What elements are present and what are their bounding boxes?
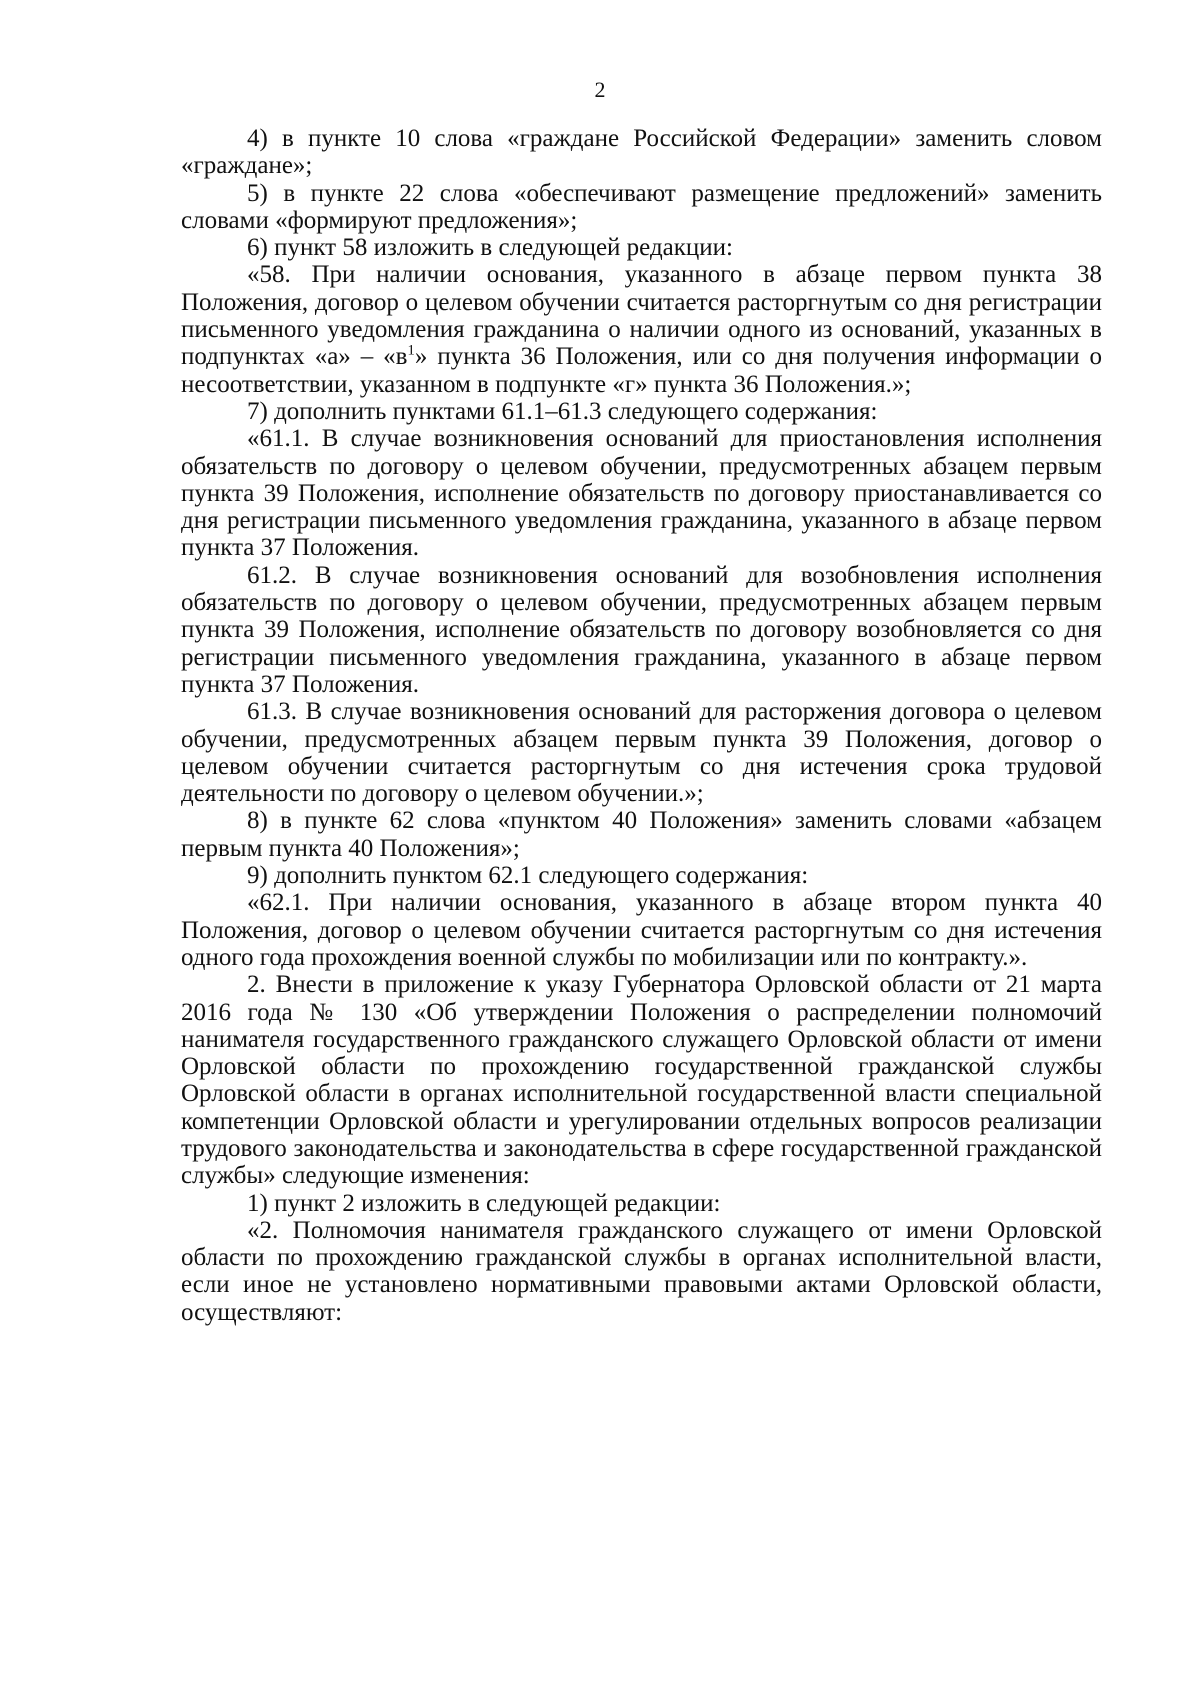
- paragraph: [181, 261, 1102, 397]
- paragraph-text: 8) в пункте 62 слова «пунктом 40 Положения» заменить словами «абзацем первым пункта 40 Положения»;: [181, 807, 1102, 862]
- paragraph-text: «2. Полномочия нанимателя гражданского служащего от имени Орловской области по прохождению гражданской службы в органах исполнительной власти, если иное не установлено нормативными правовыми актами Орловской области, осуществляют:: [181, 1216, 1102, 1326]
- paragraph: [181, 398, 1102, 425]
- paragraph: [181, 1217, 1102, 1326]
- paragraph: [181, 889, 1102, 971]
- paragraph-text: 7) дополнить пунктами 61.1–61.3 следующего содержания:: [247, 397, 878, 425]
- paragraph-text: 9) дополнить пунктом 62.1 следующего содержания:: [247, 862, 809, 890]
- superscript: 1: [407, 343, 415, 360]
- paragraph-text: 61.3. В случае возникновения оснований для расторжения договора о целевом обучении, предусмотренных абзацем первым пункта 39 Положения, договор о целевом обучении считается расторгнутым со дня истечения срока трудовой деятельности по договору о целевом обучении.»;: [181, 698, 1102, 808]
- paragraph: [181, 125, 1102, 180]
- page-number: 2: [594, 77, 606, 102]
- paragraph: [181, 862, 1102, 889]
- paragraph-text: «61.1. В случае возникновения оснований для приостановления исполнения обязательств по договору о целевом обучении, предусмотренных абзацем первым пункта 39 Положения, исполнение обязательств по договору приостанавливается со дня регистрации письменного уведомления гражданина, указанного в абзаце первом пункта 37 Положения.: [181, 425, 1102, 562]
- paragraph: [181, 698, 1102, 807]
- paragraph-text: 4) в пункте 10 слова «граждане Российской Федерации» заменить словом «граждане»;: [181, 125, 1102, 180]
- paragraph-text: » пункта 36 Положения, или со дня получения информации о несоответствии, указанном в подпункте «г» пункта 36 Положения.»;: [181, 343, 1102, 398]
- paragraph-text: 61.2. В случае возникновения оснований для возобновления исполнения обязательств по договору о целевом обучении, предусмотренных абзацем первым пункта 39 Положения, исполнение обязательств по договору возобновляется со дня регистрации письменного уведомления гражданина, указанного в абзаце первом пункта 37 Положения.: [181, 561, 1102, 698]
- paragraph-text: 6) пункт 58 изложить в следующей редакции:: [247, 234, 733, 262]
- paragraph-text: 2. Внести в приложение к указу Губернатора Орловской области от 21 марта 2016 года № 130 «Об утверждении Положения о распределении полномочий нанимателя государственного гражданского служащего Орловской области от имени Орловской области по прохождению государственной гражданской службы Орловской области в органах исполнительной государственной власти специальной компетенции Орловской области и урегулировании отдельных вопросов реализации трудового законодательства и законодательства в сфере государственной гражданской службы» следующие изменения:: [181, 971, 1102, 1190]
- paragraph: [181, 562, 1102, 698]
- paragraph: [181, 234, 1102, 261]
- paragraph-text: 1) пункт 2 изложить в следующей редакции:: [247, 1189, 721, 1217]
- paragraph: [181, 1190, 1102, 1217]
- paragraph: [181, 180, 1102, 235]
- paragraph-text: 5) в пункте 22 слова «обеспечивают размещение предложений» заменить словами «формируют предложения»;: [181, 179, 1102, 234]
- paragraph-text: «58. При наличии основания, указанного в абзаце первом пункта 38 Положения, договор о целевом обучении считается расторгнутым со дня регистрации письменного уведомления гражданина о наличии одного из оснований, указанных в подпунктах «а» – «в: [181, 261, 1102, 371]
- paragraph: [181, 425, 1102, 561]
- paragraph: [181, 971, 1102, 1189]
- paragraph-text: «62.1. При наличии основания, указанного в абзаце втором пункта 40 Положения, договор о целевом обучении считается расторгнутым со дня истечения одного года прохождения военной службы по мобилизации или по контракту.».: [181, 889, 1102, 971]
- paragraph: [181, 807, 1102, 862]
- document-body: [181, 125, 1102, 1326]
